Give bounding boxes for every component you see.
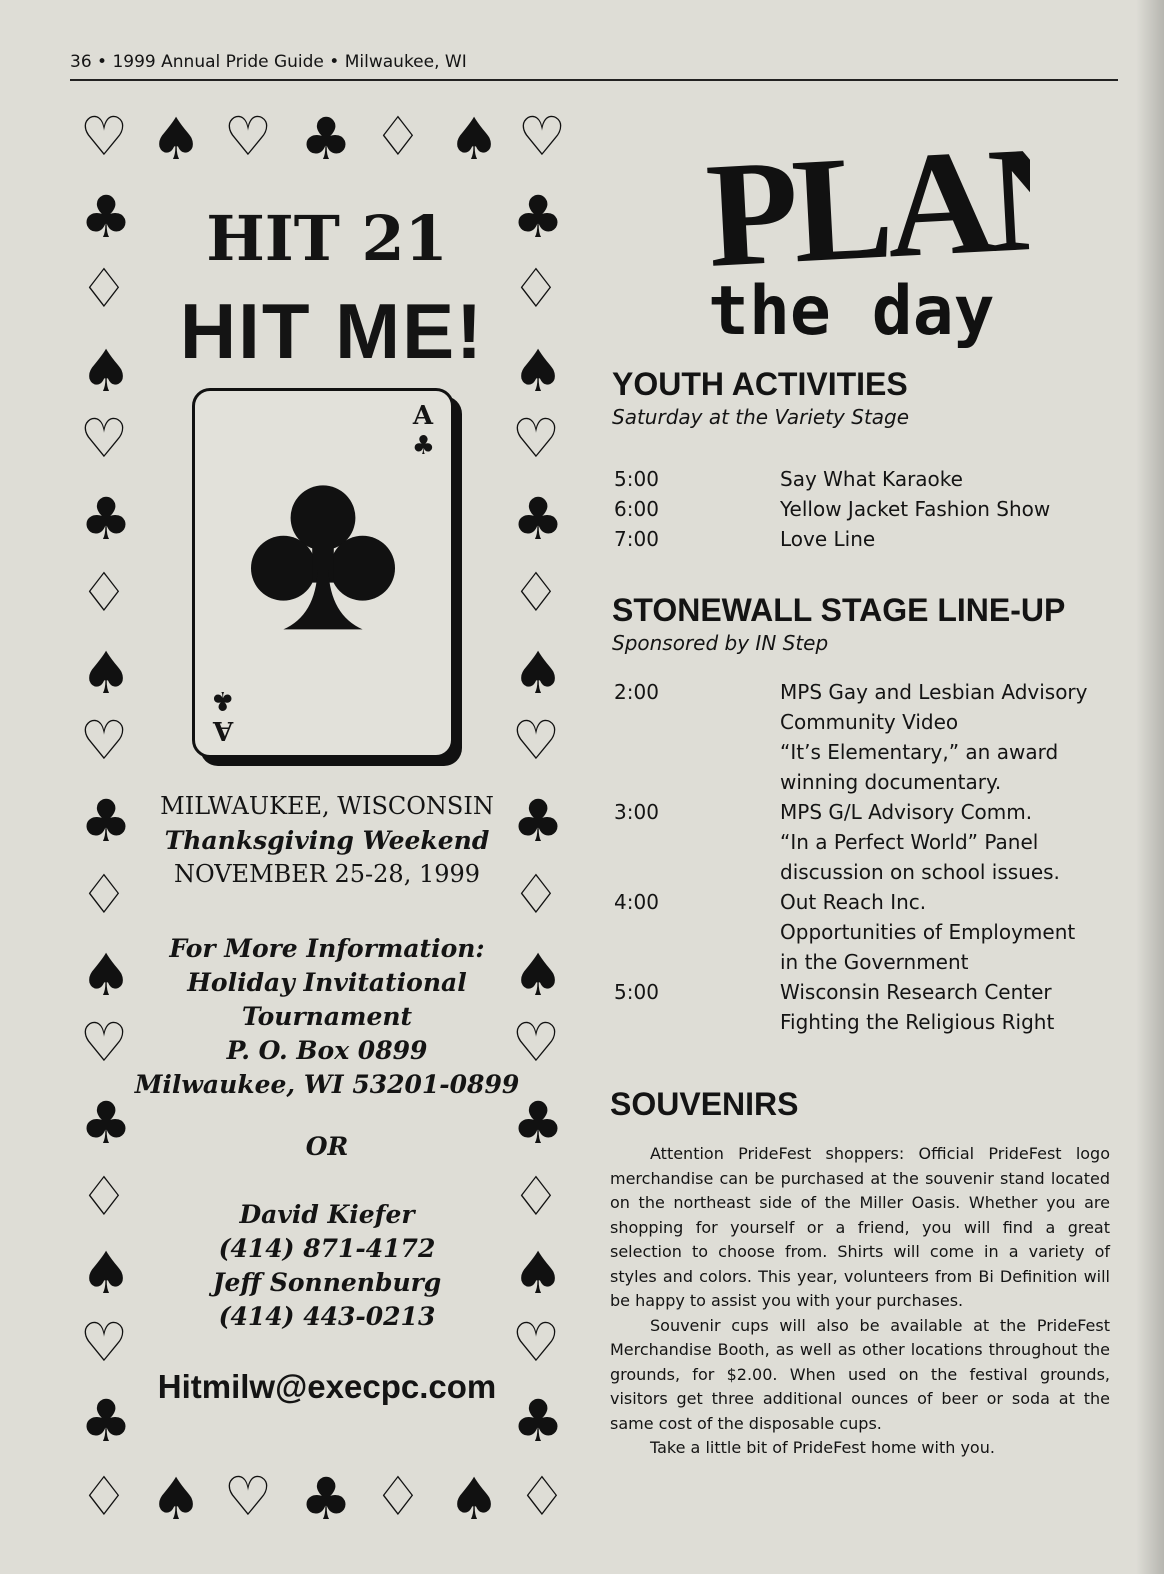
diamond-outline-icon: ♢ xyxy=(79,1165,129,1228)
club-icon: ♣ xyxy=(300,1465,352,1533)
diamond-outline-icon: ♢ xyxy=(373,105,423,168)
schedule-desc: Fighting the Religious Right xyxy=(780,1010,1055,1034)
club-icon: ♣ xyxy=(80,485,132,553)
ad-address: Milwaukee, WI 53201-0899 xyxy=(134,1070,520,1099)
youth-schedule xyxy=(614,464,1114,556)
schedule-desc: MPS G/L Advisory Comm. xyxy=(780,800,1033,824)
heart-outline-icon: ♡ xyxy=(79,709,129,772)
spade-icon: ♠ xyxy=(448,1465,500,1533)
heart-outline-icon: ♡ xyxy=(79,1011,129,1074)
ace-of-clubs-card xyxy=(192,388,454,758)
schedule-desc: Opportunities of Employment xyxy=(780,920,1076,944)
ad-info-label: For More Information: xyxy=(169,934,485,963)
stonewall-title: STONEWALL STAGE LINE-UP xyxy=(612,592,1066,628)
schedule-time: 2:00 xyxy=(614,680,659,704)
heart-outline-icon: ♡ xyxy=(79,407,129,470)
schedule-desc: discussion on school issues. xyxy=(780,860,1060,884)
page-number: 36 xyxy=(70,52,92,72)
souvenirs-body xyxy=(610,1142,1110,1461)
souvenirs-paragraph: Take a little bit of PrideFest home with you. xyxy=(650,1438,995,1457)
club-icon: ♣ xyxy=(512,1387,564,1455)
ad-org-line-1: Holiday Invitational xyxy=(187,968,467,997)
club-icon: ♣ xyxy=(300,105,352,173)
schedule-desc: in the Government xyxy=(780,950,969,974)
schedule-desc: winning documentary. xyxy=(780,770,1002,794)
club-icon: ♣ xyxy=(80,183,132,251)
schedule-time: 7:00 xyxy=(614,527,659,551)
youth-title: YOUTH ACTIVITIES xyxy=(612,366,908,402)
club-small-icon: ♣ xyxy=(411,431,435,461)
header-separator: • xyxy=(97,52,108,72)
diamond-outline-icon: ♢ xyxy=(511,863,561,926)
spade-icon: ♠ xyxy=(80,1239,132,1307)
card-rank-top: A xyxy=(412,401,433,431)
ad-po-box: P. O. Box 0899 xyxy=(226,1036,428,1065)
club-icon: ♣ xyxy=(512,787,564,855)
spade-icon: ♠ xyxy=(512,941,564,1009)
schedule-desc: Yellow Jacket Fashion Show xyxy=(780,497,1051,521)
schedule-time: 6:00 xyxy=(614,497,659,521)
schedule-desc: Love Line xyxy=(780,527,876,551)
souvenirs-paragraph: Souvenir cups will also be available at the PrideFest Merchandise Booth, as well as other locations throughout the grounds, for $2.00. When used on the festival grounds, visitors get three additional ounces of beer or soda at the same cost of the disposable cups. xyxy=(610,1315,1110,1433)
club-large-icon xyxy=(233,471,413,655)
diamond-outline-icon: ♢ xyxy=(517,1465,567,1528)
schedule-time: 5:00 xyxy=(614,980,659,1004)
card-rank-bottom: A xyxy=(213,715,234,745)
schedule-time: 5:00 xyxy=(614,467,659,491)
club-icon: ♣ xyxy=(80,1089,132,1157)
ad-or: OR xyxy=(305,1132,349,1161)
header-separator: • xyxy=(329,52,340,72)
club-icon: ♣ xyxy=(512,485,564,553)
souvenirs-title: SOUVENIRS xyxy=(610,1086,799,1122)
ad-email: Hitmilw@execpc.com xyxy=(157,1368,497,1405)
ad-headline-hitme: HIT ME! xyxy=(179,287,485,375)
ad-contact-2-name: Jeff Sonnenburg xyxy=(212,1268,442,1297)
heart-outline-icon: ♡ xyxy=(223,105,273,168)
diamond-outline-icon: ♢ xyxy=(79,1465,129,1528)
stonewall-subtitle: Sponsored by IN Step xyxy=(612,631,829,655)
diamond-outline-icon: ♢ xyxy=(79,561,129,624)
diamond-outline-icon: ♢ xyxy=(511,257,561,320)
plan-word: PLAN xyxy=(702,112,1030,299)
header-rule xyxy=(70,79,1118,81)
ad-contact-2-phone: (414) 443-0213 xyxy=(218,1302,436,1331)
heart-outline-icon: ♡ xyxy=(223,1465,273,1528)
diamond-outline-icon: ♢ xyxy=(79,863,129,926)
heart-outline-icon: ♡ xyxy=(517,105,567,168)
header-city: Milwaukee, WI xyxy=(344,52,467,72)
diamond-outline-icon: ♢ xyxy=(79,257,129,320)
spade-icon: ♠ xyxy=(512,1239,564,1307)
schedule-desc: Community Video xyxy=(780,710,959,734)
club-small-icon: ♣ xyxy=(211,685,235,715)
schedule-desc: “In a Perfect World” Panel xyxy=(780,830,1039,854)
diamond-outline-icon: ♢ xyxy=(511,561,561,624)
club-icon: ♣ xyxy=(512,183,564,251)
schedule-time: 3:00 xyxy=(614,800,659,824)
hit21-advertisement xyxy=(72,105,582,1540)
schedule-desc: “It’s Elementary,” an award xyxy=(780,740,1059,764)
club-icon: ♣ xyxy=(80,1387,132,1455)
club-icon: ♣ xyxy=(80,787,132,855)
spade-icon: ♠ xyxy=(512,337,564,405)
club-icon: ♣ xyxy=(512,1089,564,1157)
spade-icon: ♠ xyxy=(80,337,132,405)
ad-event: Thanksgiving Weekend xyxy=(164,826,490,855)
heart-outline-icon: ♡ xyxy=(79,1311,129,1374)
schedule-time: 4:00 xyxy=(614,890,659,914)
spade-icon: ♠ xyxy=(448,105,500,173)
diamond-outline-icon: ♢ xyxy=(511,1165,561,1228)
youth-subtitle: Saturday at the Variety Stage xyxy=(612,405,910,429)
ad-city: MILWAUKEE, WISCONSIN xyxy=(160,792,494,820)
heart-outline-icon: ♡ xyxy=(79,105,129,168)
running-header xyxy=(70,52,467,72)
heart-outline-icon: ♡ xyxy=(511,407,561,470)
souvenirs-paragraph: Attention PrideFest shoppers: Official PrideFest logo merchandise can be purchased at the souvenir stand located on the northeast side of the Miller Oasis. Whether you are shopping for yourself or a friend, you will find a great selection to choose from. Shirts will come in a variety of styles and colors. This year, volunteers from Bi Definition will be happy to assist you with your purchases. xyxy=(610,1144,1110,1310)
spade-icon: ♠ xyxy=(150,105,202,173)
ad-org-line-2: Tournament xyxy=(241,1002,413,1031)
schedule-desc: MPS Gay and Lesbian Advisory xyxy=(780,680,1088,704)
stonewall-schedule xyxy=(614,677,1114,1037)
ad-contact-1-name: David Kiefer xyxy=(239,1200,415,1229)
spade-icon: ♠ xyxy=(150,1465,202,1533)
diamond-outline-icon: ♢ xyxy=(373,1465,423,1528)
heart-outline-icon: ♡ xyxy=(511,1011,561,1074)
plan-the-day-graphic xyxy=(700,108,1030,348)
the-day-word: the day xyxy=(708,272,995,348)
schedule-desc: Say What Karaoke xyxy=(780,467,963,491)
spade-icon: ♠ xyxy=(512,639,564,707)
ad-dates: NOVEMBER 25-28, 1999 xyxy=(173,860,481,888)
publication-title: 1999 Annual Pride Guide xyxy=(112,52,324,72)
ad-headline-hit21: HIT 21 xyxy=(206,202,448,275)
schedule-desc: Out Reach Inc. xyxy=(780,890,927,914)
ad-contact-1-phone: (414) 871-4172 xyxy=(218,1234,436,1263)
heart-outline-icon: ♡ xyxy=(511,1311,561,1374)
spade-icon: ♠ xyxy=(80,941,132,1009)
heart-outline-icon: ♡ xyxy=(511,709,561,772)
schedule-desc: Wisconsin Research Center xyxy=(780,980,1052,1004)
spade-icon: ♠ xyxy=(80,639,132,707)
page-edge-shadow xyxy=(1136,0,1164,1574)
